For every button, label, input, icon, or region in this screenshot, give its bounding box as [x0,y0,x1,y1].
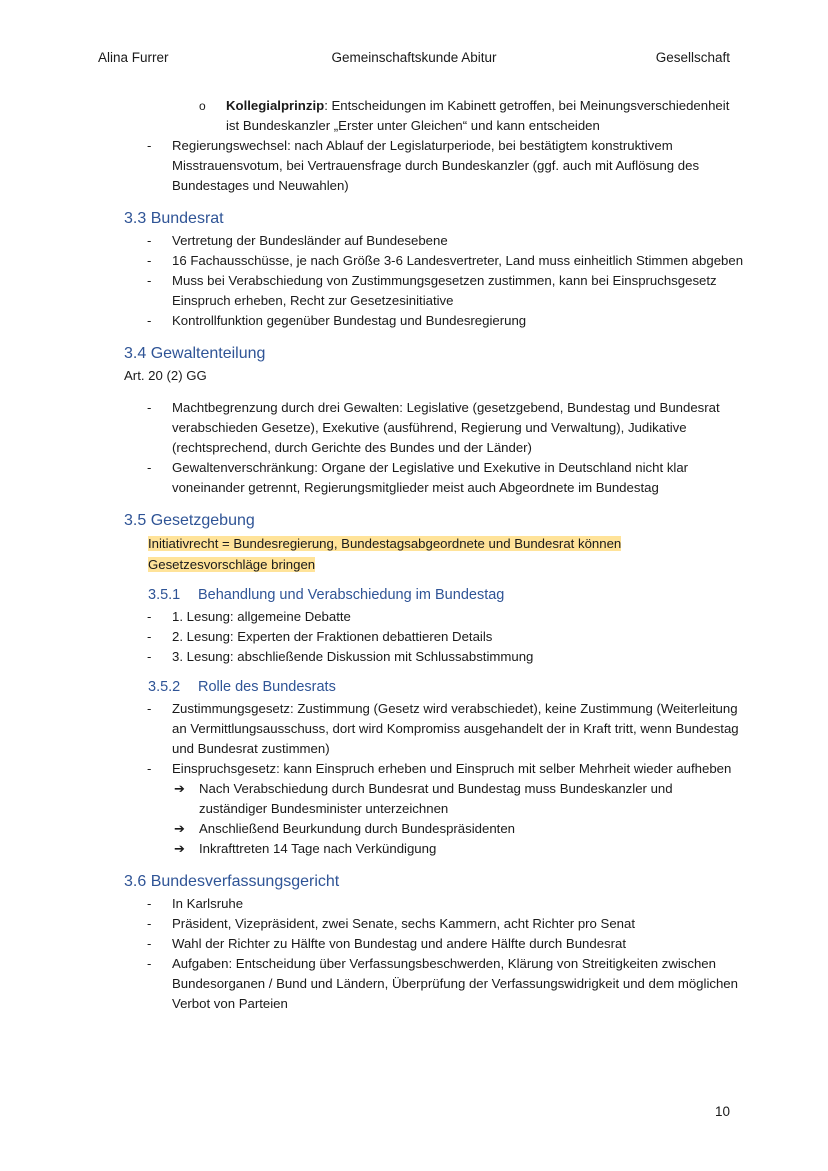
arrow-list-item: ➔ Inkrafttreten 14 Tage nach Verkündigung [124,839,744,859]
subsection-number: 3.5.1 [148,587,181,603]
list-item: - 16 Fachausschüsse, je nach Größe 3-6 Landesvertreter, Land muss einheitlich Stimmen abgeben [124,251,744,271]
list-subitem-kollegialprinzip [124,96,744,136]
highlighted-note [124,533,744,575]
list-item: - Muss bei Verabschiedung von Zustimmungsgesetzen zustimmen, kann bei Einspruchsgesetz Einspruch erheben, Recht zur Gesetzesinitiative [124,271,744,311]
law-reference: Art. 20 (2) GG [124,368,207,383]
list-item: - Machtbegrenzung durch drei Gewalten: Legislative (gesetzgebend, Bundestag und Bundesrat verabschieden Gesetze), Exekutive (ausführend, Regierung und Verwaltung), Judikative (rechtsprechend, durch Gerichte des Bundes und der Länder) [124,398,744,458]
subsection-heading-bundestag [148,585,744,605]
page-header [98,50,730,70]
list-item: - Präsident, Vizepräsident, zwei Senate, sechs Kammern, acht Richter pro Senat [124,914,744,934]
list-item: - Vertretung der Bundesländer auf Bundesebene [124,231,744,251]
spacer [124,386,744,398]
highlight-text: Initiativrecht = Bundesregierung, Bundestagsabgeordnete und Bundesrat können Gesetzesvorschläge bringen [148,536,622,572]
list-item: - Kontrollfunktion gegenüber Bundestag und Bundesregierung [124,311,744,331]
arrow-list-item: ➔ Nach Verabschiedung durch Bundesrat und Bundestag muss Bundeskanzler und zuständiger Bundesminister unterzeichnen [124,779,744,819]
list-item: - Regierungswechsel: nach Ablauf der Legislaturperiode, bei bestätigtem konstruktivem Misstrauensvotum, bei Vertrauensfrage durch Bundeskanzler (ggf. auch mit Auflösung des Bundestages und Neuwahlen) [124,136,744,196]
list-item: - In Karlsruhe [124,894,744,914]
section-heading-bundesrat: 3.3 Bundesrat [124,210,224,227]
subsection-title: Behandlung und Verabschiedung im Bundestag [198,587,505,603]
list-item: - 3. Lesung: abschließende Diskussion mit Schlussabstimmung [124,647,744,667]
list-item: - Wahl der Richter zu Hälfte von Bundestag und andere Hälfte durch Bundesrat [124,934,744,954]
document-body [124,96,744,1014]
subsection-heading-bundesrat-rolle [148,677,744,697]
subsection-number: 3.5.2 [148,679,181,695]
list-item: - Einspruchsgesetz: kann Einspruch erheben und Einspruch mit selber Mehrheit wieder aufheben [124,759,744,779]
list-item: - Gewaltenverschränkung: Organe der Legislative und Exekutive in Deutschland nicht klar voneinander getrennt, Regierungsmitglieder meist auch Abgeordnete im Bundestag [124,458,744,498]
list-item: - 1. Lesung: allgemeine Debatte [124,607,744,627]
page-number: 10 [714,1104,730,1119]
list-item: - Aufgaben: Entscheidung über Verfassungsbeschwerden, Klärung von Streitigkeiten zwischen Bundesorganen / Bund und Ländern, Überprüfung der Verfassungswidrigkeit und dem möglichen Verbot von Parteien [124,954,744,1014]
list-item: - Zustimmungsgesetz: Zustimmung (Gesetz wird verabschiedet), keine Zustimmung (Weiterleitung an Vermittlungsausschuss, dort wird Kompromiss ausgehandelt der in Kraft tritt, wenn Bundestag und Bundesrat zustimmen) [124,699,744,759]
arrow-list-item: ➔ Anschließend Beurkundung durch Bundespräsidenten [124,819,744,839]
subsection-title: Rolle des Bundesrats [198,679,336,695]
subitem-text: : Entscheidungen im Kabinett getroffen, bei Meinungsverschiedenheit ist Bundeskanzler „Erster unter Gleichen“ und kann entscheiden [226,98,730,133]
term-kollegialprinzip: Kollegialprinzip [226,98,325,113]
header-topic: Gesellschaft [655,50,730,65]
header-subject: Gemeinschaftskunde Abitur [331,50,497,65]
section-heading-gesetzgebung: 3.5 Gesetzgebung [124,512,255,529]
header-author: Alina Furrer [98,50,169,65]
list-item: - 2. Lesung: Experten der Fraktionen debattieren Details [124,627,744,647]
section-heading-bundesverfassungsgericht: 3.6 Bundesverfassungsgericht [124,873,340,890]
section-heading-gewaltenteilung: 3.4 Gewaltenteilung [124,345,266,362]
